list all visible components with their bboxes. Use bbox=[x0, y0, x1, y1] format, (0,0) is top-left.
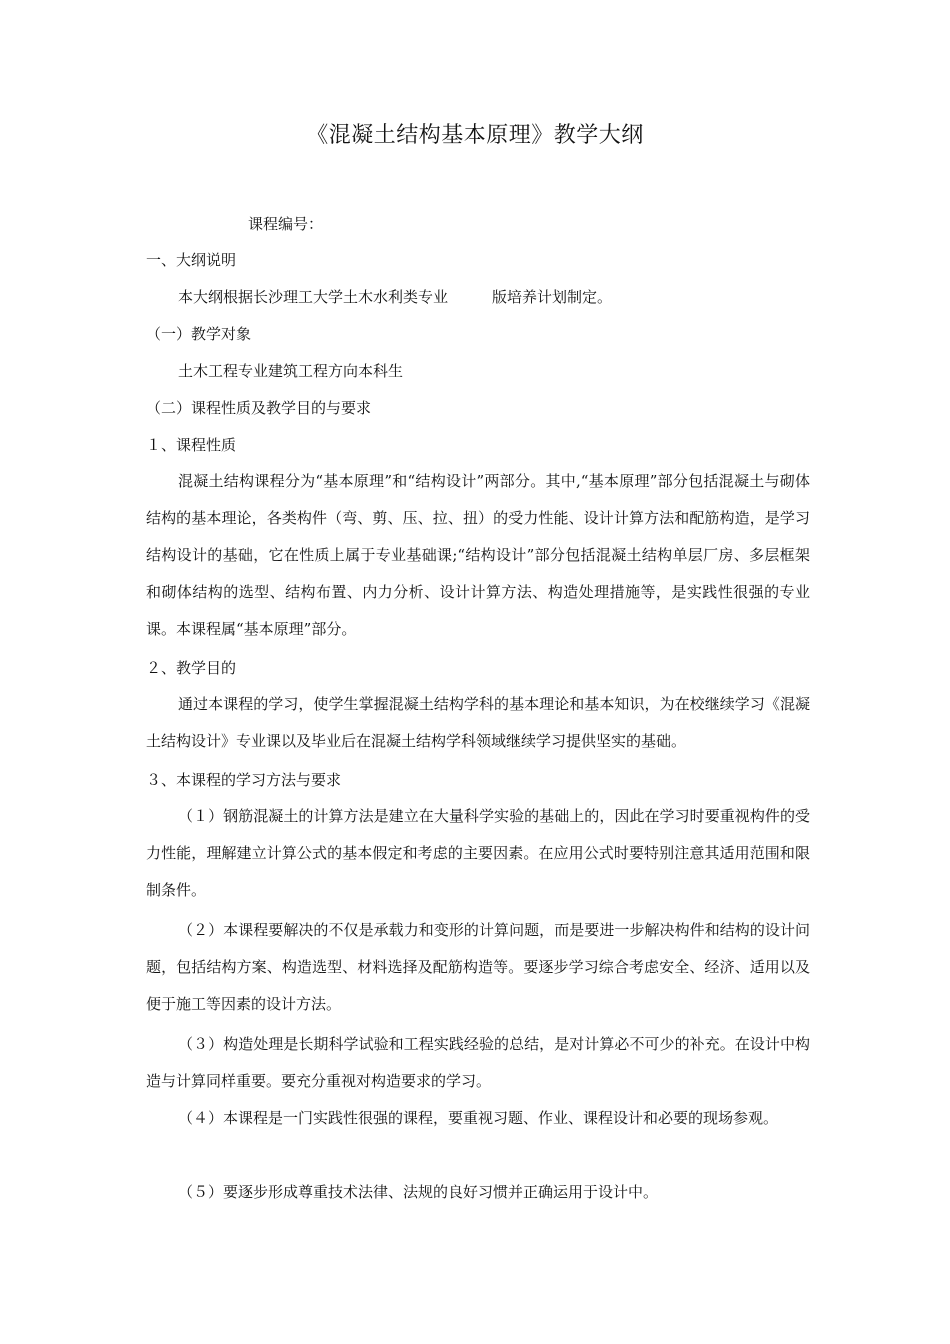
teaching-purpose-paragraph: 通过本课程的学习，使学生掌握混凝土结构学科的基本理论和基本知识，为在校继续学习《混凝土结构设计》专业课以及毕业后在混凝土结构学科领域继续学习提供坚实的基础。 bbox=[146, 695, 810, 750]
course-nature-paragraph: 混凝土结构课程分为“基本原理”和“结构设计”两部分。其中,“基本原理”部分包括混凝土与砌体结构的基本理论，各类构件（弯、剪、压、拉、扭）的受力性能、设计计算方法和配筋构造，是学习结构设计的基础，它在性质上属于专业基础课;“结构设计”部分包括混凝土结构单层厂房、多层框架和砌体结构的选型、结构布置、内力分析、设计计算方法、构造处理措施等，是实践性很强的专业课。本课程属“基本原理”部分。 bbox=[146, 472, 810, 638]
audience-text: 土木工程专业建筑工程方向本科生 bbox=[178, 362, 404, 380]
item-heading-methods: ３、本课程的学习方法与要求 bbox=[146, 771, 342, 789]
course-code-label: 课程编号： bbox=[248, 215, 324, 233]
intro-text-before: 本大纲根据长沙理工大学土木水利类专业 bbox=[178, 288, 449, 306]
requirement-5: （５）要逐步形成尊重技术法律、法规的良好习惯并正确运用于设计中。 bbox=[178, 1183, 659, 1201]
section-heading-outline: 一、大纲说明 bbox=[146, 251, 237, 269]
requirement-2: （２）本课程要解决的不仅是承载力和变形的计算问题，而是要进一步解决构件和结构的设计问题，包括结构方案、构造选型、材料选择及配筋构造等。要逐步学习综合考虑安全、经济、适用以及便于施工等因素的设计方法。 bbox=[146, 921, 810, 1013]
requirement-4: （４）本课程是一门实践性很强的课程，要重视习题、作业、课程设计和必要的现场参观。 bbox=[178, 1109, 779, 1127]
requirement-3: （３）构造处理是长期科学试验和工程实践经验的总结，是对计算必不可少的补充。在设计中构造与计算同样重要。要充分重视对构造要求的学习。 bbox=[146, 1035, 810, 1090]
requirement-1: （１）钢筋混凝土的计算方法是建立在大量科学实验的基础上的，因此在学习时要重视构件的受力性能，理解建立计算公式的基本假定和考虑的主要因素。在应用公式时要特别注意其适用范围和限制条件。 bbox=[146, 807, 810, 899]
subsection-heading-nature: （二）课程性质及教学目的与要求 bbox=[146, 399, 372, 417]
subsection-heading-audience: （一）教学对象 bbox=[146, 325, 252, 343]
item-heading-course-nature: １、课程性质 bbox=[146, 436, 237, 454]
intro-text-after: 版培养计划制定。 bbox=[492, 288, 613, 306]
document-title: 《混凝土结构基本原理》教学大纲 bbox=[306, 123, 644, 148]
intro-line bbox=[178, 287, 612, 307]
item-heading-teaching-purpose: ２、教学目的 bbox=[146, 659, 237, 677]
